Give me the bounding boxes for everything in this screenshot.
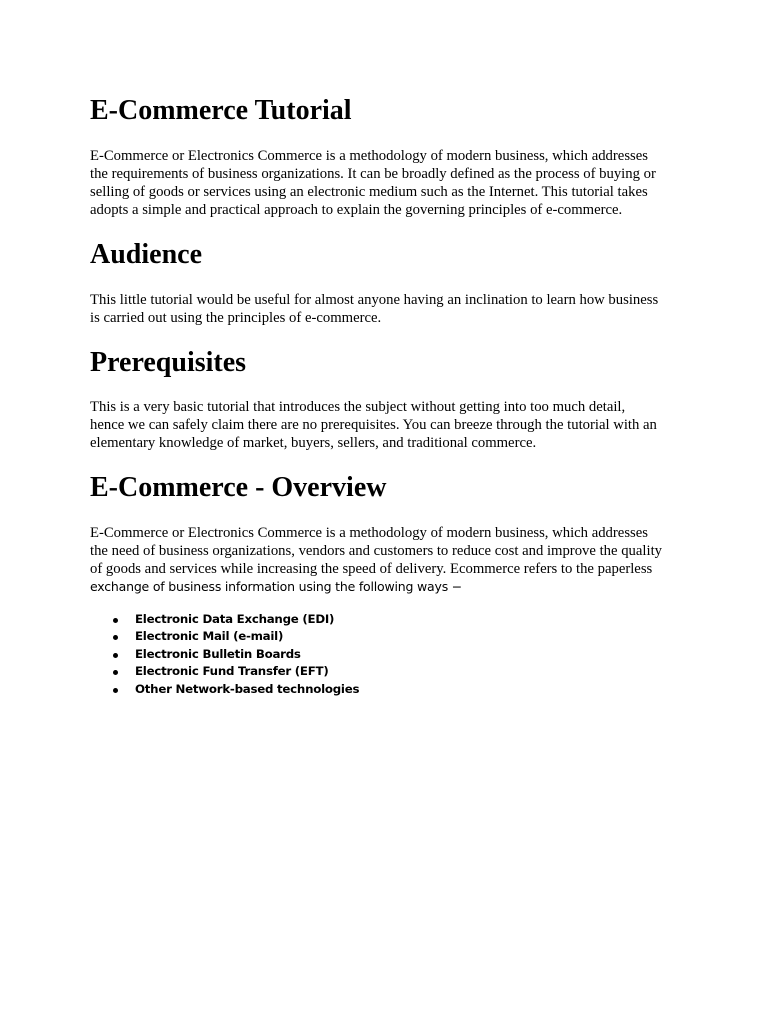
text-line: elementary knowledge of market, buyers, sellers, and traditional commerce. xyxy=(90,435,537,451)
list-item xyxy=(113,646,359,663)
text-line: is carried out using the principles of e-commerce. xyxy=(90,310,382,326)
paragraph-overview xyxy=(90,524,662,596)
list-item-label: Electronic Fund Transfer (EFT) xyxy=(135,664,329,679)
list-item-label: Electronic Data Exchange (EDI) xyxy=(135,612,335,626)
bullet-icon xyxy=(113,670,118,675)
heading-prerequisites: Prerequisites xyxy=(90,347,247,378)
paragraph-audience xyxy=(90,291,658,327)
paragraph-prerequisites xyxy=(90,398,657,452)
list-item xyxy=(113,663,359,680)
text-line: the need of business organizations, vendors and customers to reduce cost and improve the quality xyxy=(90,543,662,559)
ecommerce-ways-list xyxy=(113,611,359,698)
bullet-icon xyxy=(113,653,118,658)
bullet-icon xyxy=(113,635,118,640)
bullet-icon xyxy=(113,618,118,623)
heading-ecommerce-overview: E-Commerce - Overview xyxy=(90,472,387,503)
bullet-icon xyxy=(113,688,118,693)
text-line: adopts a simple and practical approach to explain the governing principles of e-commerce. xyxy=(90,202,623,218)
list-item-label: Electronic Bulletin Boards xyxy=(135,646,301,661)
list-item-label: Other Network-based technologies xyxy=(135,681,360,696)
text-line: of goods and services while increasing the speed of delivery. Ecommerce refers to the paperless xyxy=(90,561,653,577)
heading-ecommerce-tutorial: E-Commerce Tutorial xyxy=(90,95,352,126)
text-line: selling of goods or services using an electronic medium such as the Internet. This tutorial takes xyxy=(90,184,648,200)
list-item xyxy=(113,628,359,645)
text-line: E-Commerce or Electronics Commerce is a methodology of modern business, which addresses xyxy=(90,148,648,164)
text-line: hence we can safely claim there are no prerequisites. You can breeze through the tutorial with an xyxy=(90,417,657,433)
heading-audience: Audience xyxy=(90,239,202,270)
list-item xyxy=(113,681,359,698)
text-line: exchange of business information using the following ways − xyxy=(90,579,463,594)
list-item-label: Electronic Mail (e-mail) xyxy=(135,629,284,644)
text-line: the requirements of business organizations. It can be broadly defined as the process of buying or xyxy=(90,166,656,182)
paragraph-tutorial-intro xyxy=(90,147,656,219)
list-item xyxy=(113,611,359,628)
text-line: This little tutorial would be useful for almost anyone having an inclination to learn how business xyxy=(90,292,659,308)
text-line: This is a very basic tutorial that introduces the subject without getting into too much detail, xyxy=(90,399,626,415)
text-line: E-Commerce or Electronics Commerce is a methodology of modern business, which addresses xyxy=(90,525,648,541)
